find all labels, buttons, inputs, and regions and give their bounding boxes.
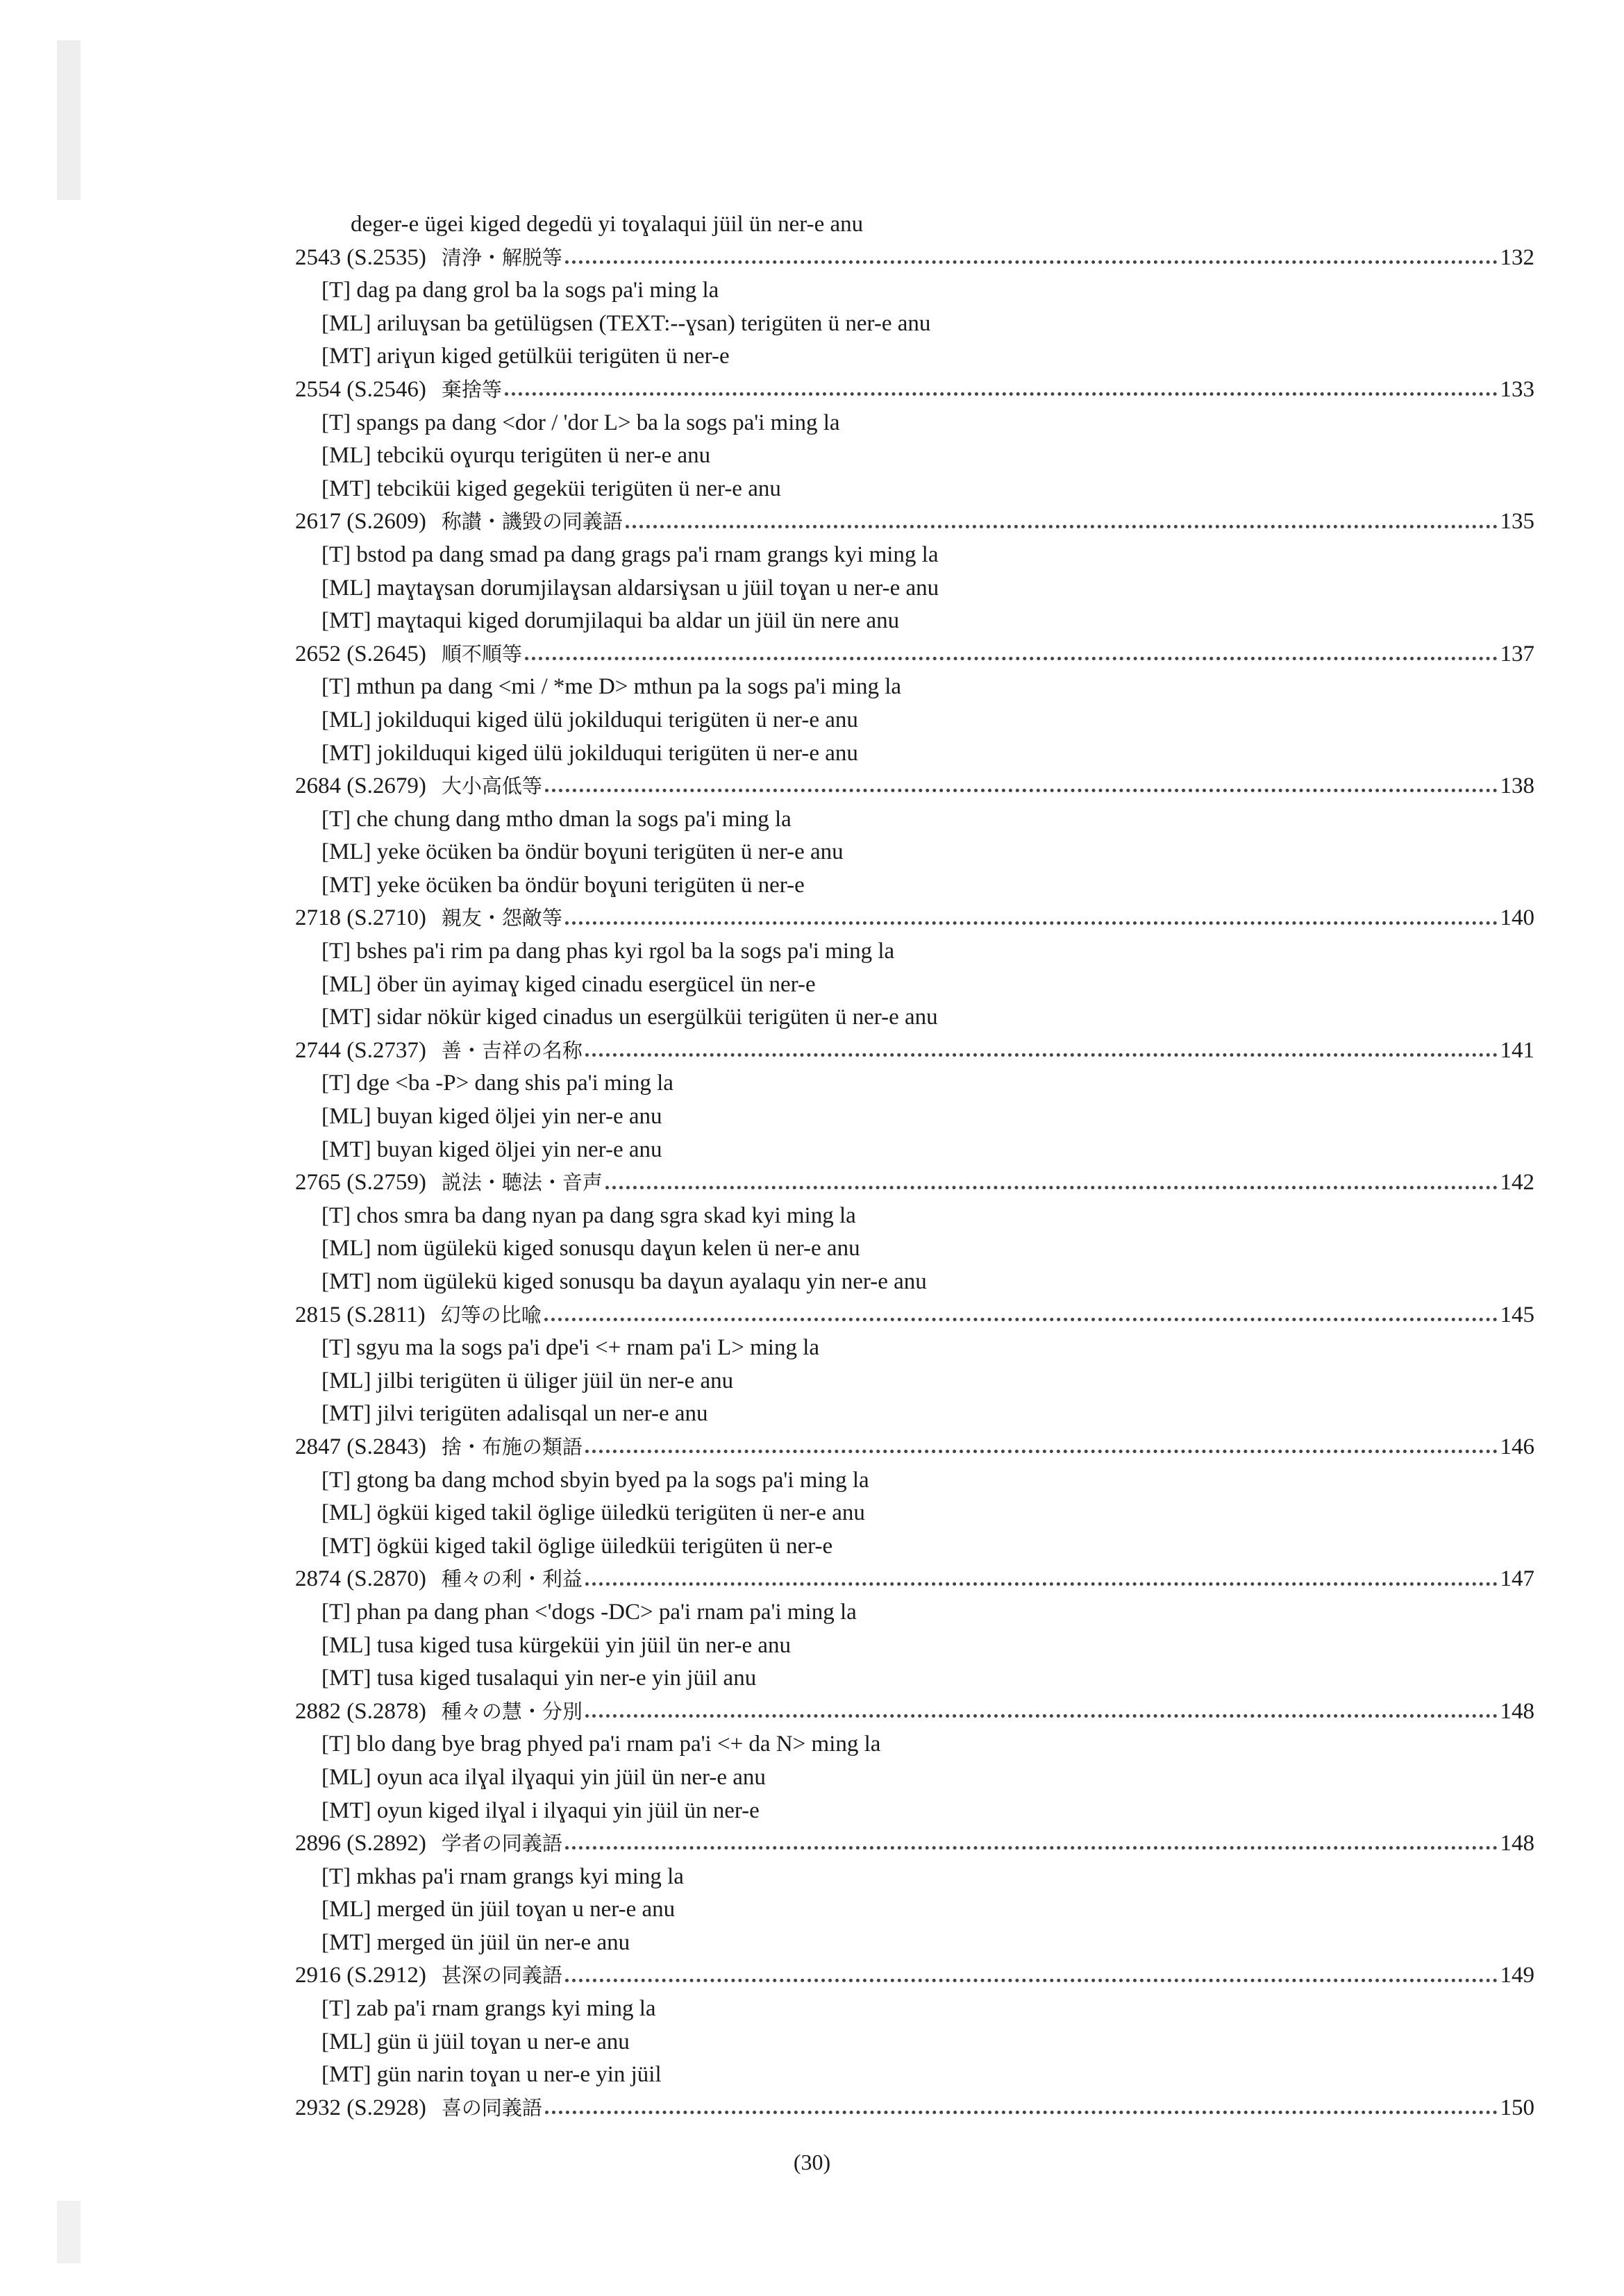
index-entry [295, 638, 1534, 671]
entry-line: [T] blo dang bye brag phyed pa'i rnam pa'i <+ da N> ming la [321, 1732, 881, 1757]
entry-number: 2744 (S.2737) [295, 1037, 426, 1063]
entry-line: [T] spangs pa dang <dor / 'dor L> ba la sogs pa'i ming la [321, 410, 840, 435]
entry-title: 幻等の比喩 [440, 1302, 542, 1327]
index-entry [295, 374, 1534, 407]
entry-line: [ML] ariluɣsan ba getülügsen (TEXT:--ɣsan) terigüten ü ner-e anu [321, 310, 931, 336]
dot-leader [545, 2111, 1498, 2114]
entry-page: 142 [1500, 1170, 1534, 1196]
entry-line: [T] sgyu ma la sogs pa'i dpe'i <+ rnam pa'i L> ming la [321, 1335, 820, 1361]
entry-number: 2932 (S.2928) [295, 2095, 426, 2120]
entry-page: 135 [1500, 509, 1534, 535]
entry-page: 148 [1500, 1698, 1534, 1724]
entry-line: [MT] yeke öcüken ba öndür boɣuni terigüten ü ner-e [321, 872, 805, 898]
dot-leader [585, 1053, 1498, 1057]
dot-leader [626, 525, 1498, 528]
entry-line: [T] dge <ba -P> dang shis pa'i ming la [321, 1071, 673, 1096]
entry-title: 種々の利・利益 [441, 1567, 583, 1591]
entry-line: [MT] ögküi kiged takil öglige üiledküi terigüten ü ner-e [321, 1533, 833, 1559]
entry-line: [ML] nom ügülekü kiged sonusqu daɣun kelen ü ner-e anu [321, 1236, 860, 1262]
entry-line: [MT] tebciküi kiged gegeküi terigüten ü ner-e anu [321, 476, 781, 501]
entry-line: [ML] yeke öcüken ba öndür boɣuni terigüten ü ner-e anu [321, 839, 844, 865]
index-entry [295, 505, 1534, 539]
entry-line: [MT] maɣtaqui kiged dorumjilaqui ba aldar un jüil ün nere anu [321, 608, 900, 634]
index-entry [295, 1299, 1534, 1332]
entry-line: [ML] maɣtaɣsan dorumjilaɣsan aldarsiɣsan u jüil toɣan u ner-e anu [321, 575, 939, 601]
entry-line: [T] mthun pa dang <mi / *me D> mthun pa la sogs pa'i ming la [321, 674, 902, 700]
entry-line: [MT] sidar nökür kiged cinadus un esergülküi terigüten ü ner-e anu [321, 1005, 938, 1030]
entry-title: 喜の同義語 [441, 2095, 542, 2120]
entry-title: 棄捨等 [441, 377, 502, 401]
index-entry [295, 902, 1534, 935]
index-list [295, 208, 1534, 2125]
entry-number: 2554 (S.2546) [295, 376, 426, 402]
entry-line: [ML] buyan kiged öljei yin ner-e anu [321, 1104, 662, 1130]
index-entry [295, 2092, 1534, 2125]
entry-line: [T] gtong ba dang mchod sbyin byed pa la sogs pa'i ming la [321, 1467, 869, 1493]
index-entry [295, 1695, 1534, 1729]
entry-line: [T] mkhas pa'i rnam grangs kyi ming la [321, 1863, 684, 1889]
entry-line: [MT] buyan kiged öljei yin ner-e anu [321, 1137, 662, 1162]
entry-number: 2543 (S.2535) [295, 244, 426, 270]
entry-number: 2765 (S.2759) [295, 1170, 426, 1196]
dot-leader [545, 789, 1498, 792]
entry-line: [MT] ariɣun kiged getülküi terigüten ü ner-e [321, 344, 730, 369]
entry-line: [MT] jilvi terigüten adalisqal un ner-e anu [321, 1401, 708, 1427]
entry-page: 149 [1500, 1963, 1534, 1988]
index-entry [295, 1166, 1534, 1200]
entry-title: 学者の同義語 [441, 1832, 562, 1856]
index-entry [295, 1827, 1534, 1861]
entry-page: 141 [1500, 1037, 1534, 1063]
index-entry [295, 1563, 1534, 1596]
entry-line: [MT] nom ügülekü kiged sonusqu ba daɣun ayalaqu yin ner-e anu [321, 1269, 927, 1294]
entry-page: 132 [1500, 244, 1534, 270]
entry-page: 138 [1500, 773, 1534, 799]
entry-page: 133 [1500, 376, 1534, 402]
entry-number: 2874 (S.2870) [295, 1566, 426, 1592]
entry-number: 2815 (S.2811) [295, 1302, 426, 1327]
index-entry [295, 242, 1534, 275]
entry-number: 2896 (S.2892) [295, 1831, 426, 1857]
entry-title: 清浄・解脱等 [441, 245, 562, 269]
entry-line: [T] phan pa dang phan <'dogs -DC> pa'i rnam pa'i ming la [321, 1599, 857, 1625]
entry-line: [MT] gün narin toɣan u ner-e yin jüil [321, 2062, 662, 2088]
dot-leader [585, 1714, 1498, 1718]
entry-number: 2684 (S.2679) [295, 773, 426, 799]
dot-leader [525, 657, 1498, 660]
entry-page: 150 [1500, 2095, 1534, 2120]
entry-line: [T] bshes pa'i rim pa dang phas kyi rgol ba la sogs pa'i ming la [321, 939, 895, 964]
entry-line: [ML] gün ü jüil toɣan u ner-e anu [321, 2029, 630, 2054]
entry-page: 140 [1500, 905, 1534, 931]
entry-line: [T] dag pa dang grol ba la sogs pa'i ming la [321, 278, 719, 303]
entry-number: 2617 (S.2609) [295, 509, 426, 535]
entry-title: 親友・怨敵等 [441, 906, 562, 930]
dot-leader [585, 1450, 1498, 1453]
entry-number: 2847 (S.2843) [295, 1434, 426, 1459]
entry-line: [ML] jilbi terigüten ü üliger jüil ün ner-e anu [321, 1368, 734, 1393]
page-number: (30) [793, 2150, 831, 2175]
scan-artifact [57, 2201, 81, 2263]
dot-leader [565, 921, 1498, 925]
entry-title: 甚深の同義語 [441, 1963, 562, 1988]
entry-line: [T] chos smra ba dang nyan pa dang sgra skad kyi ming la [321, 1203, 856, 1228]
entry-page: 148 [1500, 1831, 1534, 1857]
entry-number: 2652 (S.2645) [295, 641, 426, 667]
index-entry [295, 1431, 1534, 1464]
entry-title: 捨・布施の類語 [441, 1434, 583, 1459]
dot-leader [544, 1318, 1498, 1321]
dot-leader [565, 1979, 1498, 1982]
entry-line: [ML] ögküi kiged takil öglige üiledkü terigüten ü ner-e anu [321, 1500, 865, 1526]
entry-page: 147 [1500, 1566, 1534, 1592]
entry-line: [T] bstod pa dang smad pa dang grags pa'i rnam grangs kyi ming la [321, 542, 939, 567]
dot-leader [565, 260, 1498, 264]
entry-number: 2882 (S.2878) [295, 1698, 426, 1724]
entry-line: [MT] tusa kiged tusalaqui yin ner-e yin jüil anu [321, 1666, 757, 1691]
dot-leader [505, 392, 1498, 396]
dot-leader [605, 1186, 1498, 1189]
entry-number: 2916 (S.2912) [295, 1963, 426, 1988]
index-entry [295, 1959, 1534, 1993]
entry-line: [T] che chung dang mtho dman la sogs pa'i ming la [321, 806, 792, 832]
entry-line: [ML] tebcikü oɣurqu terigüten ü ner-e anu [321, 443, 711, 469]
entry-line: [ML] öber ün ayimaɣ kiged cinadu esergücel ün ner-e [321, 971, 816, 997]
scan-artifact [57, 40, 81, 200]
entry-line: [MT] merged ün jüil ün ner-e anu [321, 1929, 630, 1955]
entry-title: 種々の慧・分別 [441, 1699, 583, 1723]
entry-line: [MT] jokilduqui kiged ülü jokilduqui terigüten ü ner-e anu [321, 740, 858, 766]
entry-title: 称讃・譏毀の同義語 [441, 510, 623, 534]
entry-title: 説法・聴法・音声 [441, 1171, 603, 1195]
entry-line: [T] zab pa'i rnam grangs kyi ming la [321, 1996, 656, 2022]
dot-leader [565, 1846, 1498, 1850]
continuation-line: deger-e ügei kiged degedü yi toɣalaqui jüil ün ner-e anu [351, 212, 864, 237]
entry-line: [ML] oyun aca ilɣal ilɣaqui yin jüil ün ner-e anu [321, 1764, 766, 1790]
dot-leader [585, 1582, 1498, 1586]
entry-title: 大小高低等 [441, 774, 542, 798]
index-entry [295, 1034, 1534, 1068]
entry-number: 2718 (S.2710) [295, 905, 426, 931]
entry-line: [ML] merged ün jüil toɣan u ner-e anu [321, 1897, 676, 1922]
entry-line: [ML] jokilduqui kiged ülü jokilduqui terigüten ü ner-e anu [321, 707, 858, 732]
entry-title: 順不順等 [441, 642, 522, 666]
entry-title: 善・吉祥の名称 [441, 1038, 583, 1062]
entry-line: [MT] oyun kiged ilɣal i ilɣaqui yin jüil ün ner-e [321, 1798, 760, 1823]
entry-page: 146 [1500, 1434, 1534, 1459]
entry-line: [ML] tusa kiged tusa kürgeküi yin jüil ün ner-e anu [321, 1632, 792, 1658]
entry-page: 137 [1500, 641, 1534, 667]
entry-page: 145 [1500, 1302, 1534, 1327]
index-entry [295, 770, 1534, 803]
